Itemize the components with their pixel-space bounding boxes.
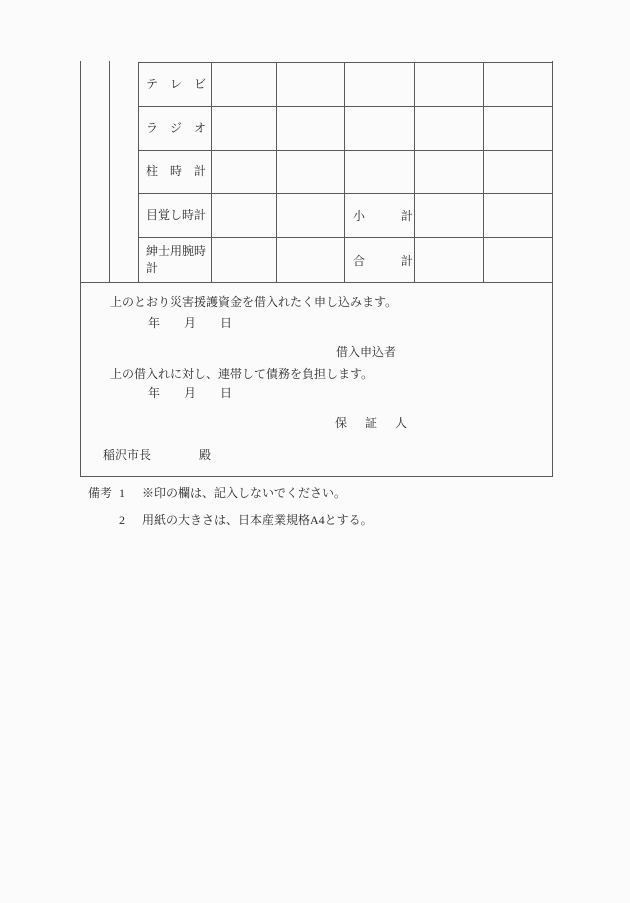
subtotal-label-cell xyxy=(345,194,415,238)
guarantor-signer-label: 保 証 人 xyxy=(335,416,411,430)
amount-cell xyxy=(484,238,552,282)
amount-cell xyxy=(415,63,484,107)
amount-cell xyxy=(345,151,415,195)
remark-line xyxy=(88,487,373,500)
item-name-cell xyxy=(139,238,212,282)
amount-cell xyxy=(415,107,484,151)
remarks-label: 備考 xyxy=(88,486,113,500)
subtotal-label: 小 計 xyxy=(353,209,414,224)
application-date-line: 年 月 日 xyxy=(148,316,233,330)
item-name-cell xyxy=(139,107,212,151)
item-name-cell xyxy=(139,151,212,195)
amount-cell xyxy=(345,63,415,107)
amount-cell xyxy=(277,107,345,151)
guarantee-date-line: 年 月 日 xyxy=(148,386,233,400)
amount-cell xyxy=(212,238,277,282)
subtotal-value-cell xyxy=(415,194,484,238)
item-label: 柱 時 計 xyxy=(146,164,207,179)
guarantee-statement: 上の借入れに対し、連帯して債務を負担します。 xyxy=(110,367,374,381)
amount-cell xyxy=(484,107,552,151)
amount-cell xyxy=(212,151,277,195)
total-label-cell xyxy=(345,238,415,282)
item-name-cell xyxy=(139,194,212,238)
applicant-signer-label: 借入申込者 xyxy=(336,345,397,359)
amount-cell xyxy=(484,194,552,238)
total-value-cell xyxy=(415,238,484,282)
remark-line xyxy=(88,514,373,527)
item-label: 紳士用腕時計 xyxy=(146,244,207,276)
loan-items-table xyxy=(138,62,553,283)
remark-number: 1 xyxy=(119,486,125,500)
item-label: ラ ジ オ xyxy=(146,120,207,135)
application-statement: 上のとおり災害援護資金を借入れたく申し込みます。 xyxy=(110,295,398,309)
item-name-cell xyxy=(139,63,212,107)
amount-cell xyxy=(277,151,345,195)
amount-cell xyxy=(212,63,277,107)
total-label: 合 計 xyxy=(353,253,414,268)
item-label: テ レ ビ xyxy=(146,76,207,91)
amount-cell xyxy=(484,151,552,195)
remarks xyxy=(88,487,373,541)
amount-cell xyxy=(212,194,277,238)
amount-cell xyxy=(484,63,552,107)
remark-text: 用紙の大きさは、日本産業規格A4とする。 xyxy=(142,513,373,527)
amount-cell xyxy=(277,238,345,282)
amount-cell xyxy=(345,107,415,151)
amount-cell xyxy=(277,194,345,238)
amount-cell xyxy=(277,63,345,107)
item-label: 目覚し時計 xyxy=(146,208,207,223)
addressee-line: 稲沢市長 殿 xyxy=(103,448,212,462)
remark-text: ※印の欄は、記入しないでください。 xyxy=(142,486,347,500)
amount-cell xyxy=(212,107,277,151)
amount-cell xyxy=(415,151,484,195)
remark-number: 2 xyxy=(119,513,125,527)
remarks-label-spacer xyxy=(88,514,119,527)
